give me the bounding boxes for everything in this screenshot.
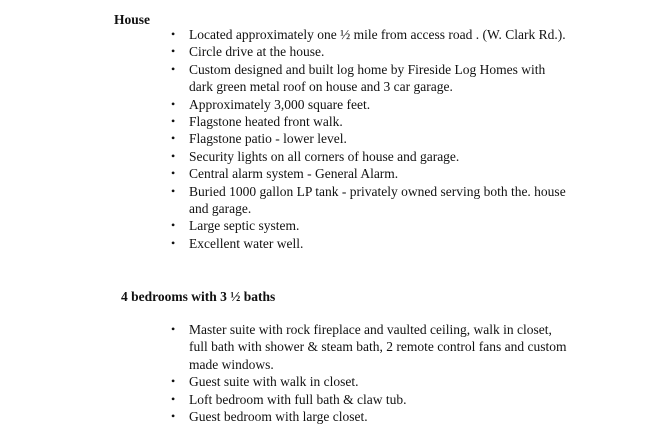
list-item [171,183,571,218]
list-item-text: Central alarm system - General Alarm. [189,166,399,182]
list-item-text: Flagstone heated front walk. [189,114,343,130]
bullet-icon: • [171,166,176,181]
list-item [171,26,571,43]
list-item [171,165,571,182]
list-item [171,235,571,252]
list-item [171,321,571,373]
list-item-text: Flagstone patio - lower level. [189,131,347,147]
bullet-icon: • [171,374,176,389]
list-item [171,408,571,425]
list-item-text: Loft bedroom with full bath & claw tub. [189,391,407,407]
list-item [171,96,571,113]
list-item-text: Approximately 3,000 square feet. [189,96,371,112]
list-item-text: Located approximately one ½ mile from access road . (W. Clark Rd.). [189,27,566,42]
list-item [171,217,571,234]
list-item [171,113,571,130]
list-item-text: Excellent water well. [189,235,304,251]
list-item-text: Custom designed and built log home by Fireside Log Homes with dark green metal roof on house and 3 car garage. [189,61,546,95]
bullet-icon: • [171,44,176,59]
bullet-icon: • [171,27,176,41]
list-item-text: Buried 1000 gallon LP tank - privately owned serving both the. house and garage. [189,183,566,217]
bullet-icon: • [171,218,176,233]
bullet-icon: • [171,96,176,111]
list-item [171,148,571,165]
list-item-text: Guest bedroom with large closet. [189,409,368,425]
bedrooms-heading: 4 bedrooms with 3 ½ baths [121,289,276,304]
list-item [171,391,571,408]
list-item [171,61,571,96]
bullet-icon: • [171,61,176,76]
bullet-icon: • [171,409,176,424]
list-item-text: Large septic system. [189,218,300,234]
list-item [171,130,571,147]
house-heading: House [114,12,151,27]
bullet-icon: • [171,131,176,146]
bullet-icon: • [171,114,176,129]
bedroom-feature-list [171,321,571,425]
bullet-icon: • [171,183,176,198]
list-item-text: Security lights on all corners of house and garage. [189,148,460,164]
bullet-icon: • [171,391,176,406]
list-item [171,373,571,390]
list-item [171,43,571,60]
bullet-icon: • [171,235,176,250]
bullet-icon: • [171,322,176,336]
list-item-text: Circle drive at the house. [189,44,325,60]
house-feature-list [171,26,571,252]
list-item-text: Guest suite with walk in closet. [189,374,359,390]
list-item-text: Master suite with rock fireplace and vaulted ceiling, walk in closet, full bath with shower & steam bath, 2 remote control fans and custom made windows. [189,322,567,372]
bullet-icon: • [171,148,176,163]
